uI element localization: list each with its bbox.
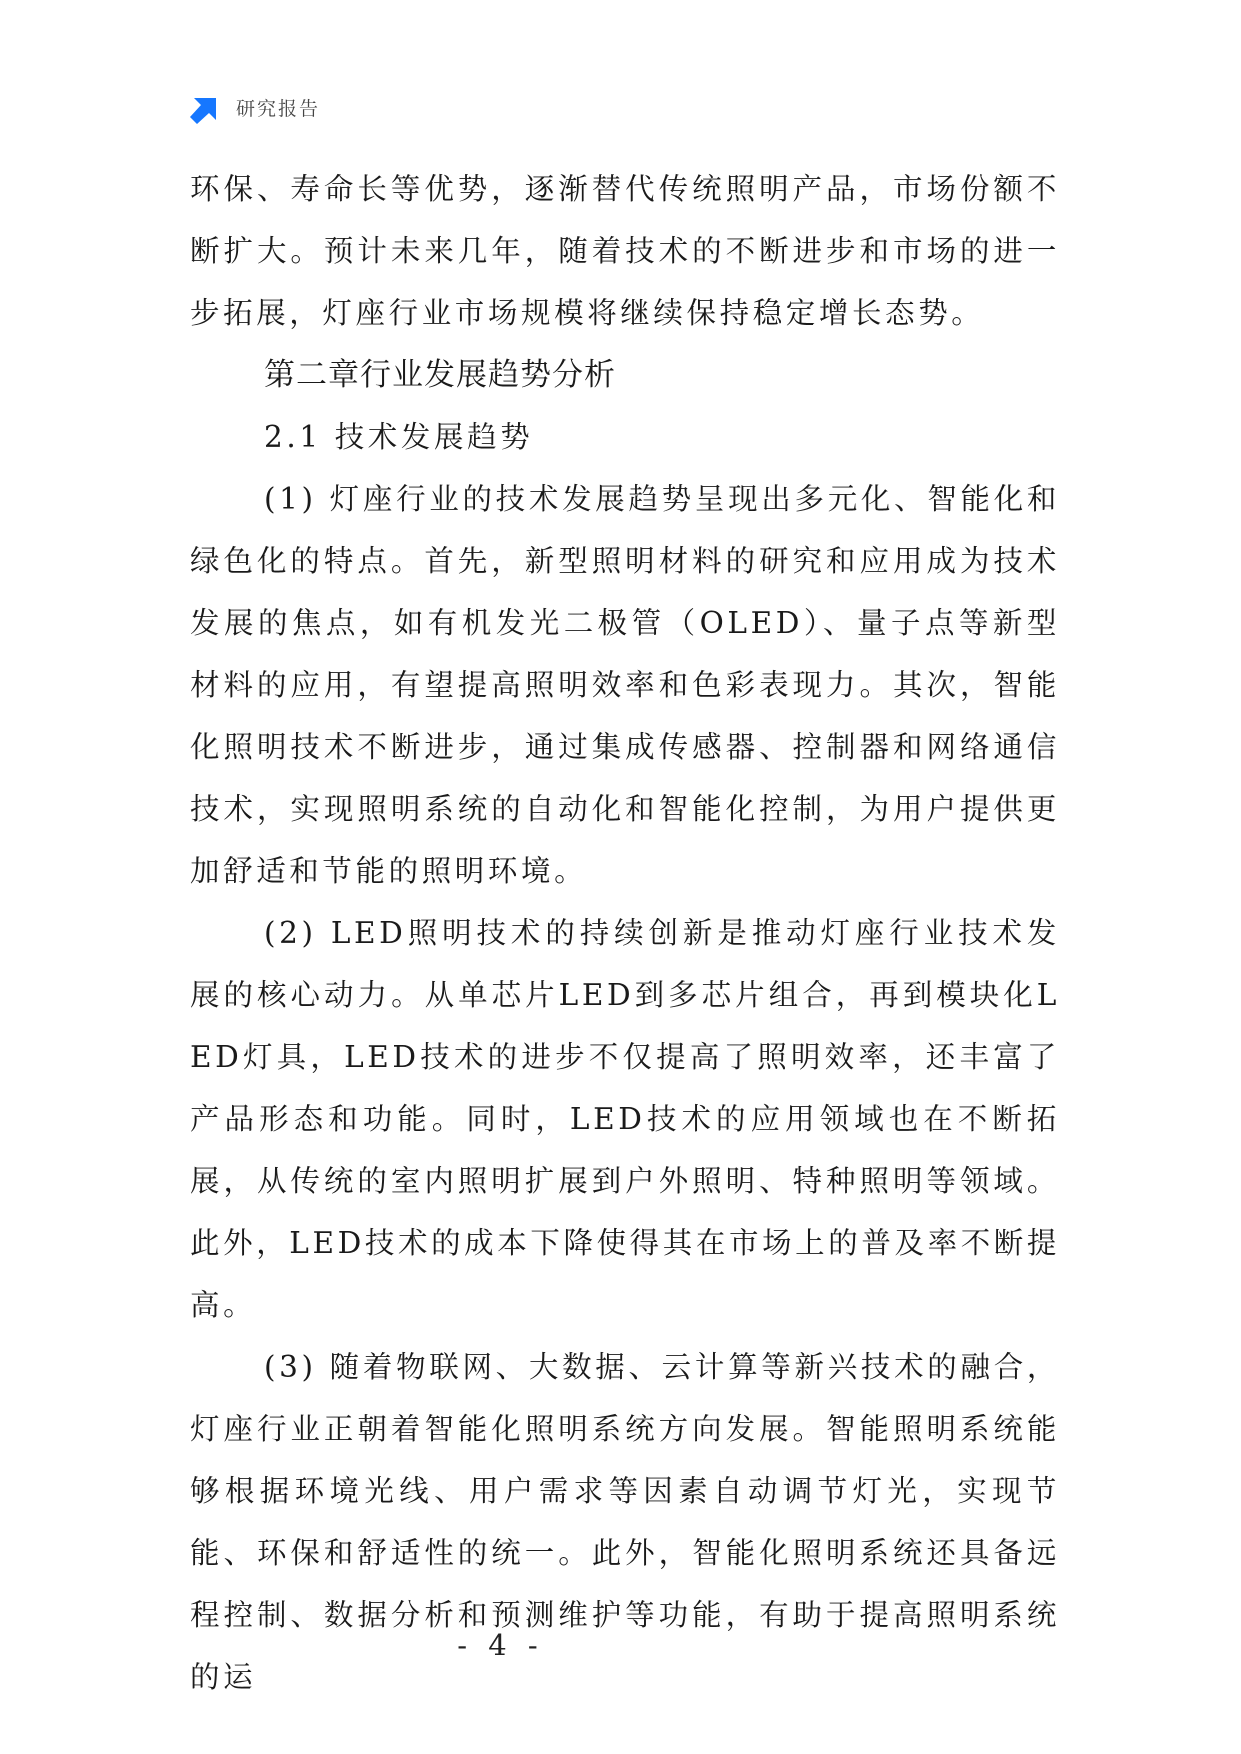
- paragraph-1: (1) 灯座行业的技术发展趋势呈现出多元化、智能化和绿色化的特点。首先，新型照明材料的研究和应用成为技术发展的焦点，如有机发光二极管（OLED）、量子点等新型材料的应用，有望提高照明效率和色彩表现力。其次，智能化照明技术不断进步，通过集成传感器、控制器和网络通信技术，实现照明系统的自动化和智能化控制，为用户提供更加舒适和节能的照明环境。: [190, 482, 1060, 888]
- section-title: 2.1 技术发展趋势: [264, 420, 534, 454]
- page-number: - 4 -: [457, 1628, 544, 1662]
- document-body: [190, 158, 1060, 1708]
- header-title: 研究报告: [236, 97, 321, 120]
- paragraph-2: (2) LED照明技术的持续创新是推动灯座行业技术发展的核心动力。从单芯片LED到多芯片组合，再到模块化LED灯具，LED技术的进步不仅提高了照明效率，还丰富了产品形态和功能。同时，LED技术的应用领域也在不断拓展，从传统的室内照明扩展到户外照明、特种照明等领域。此外，LED技术的成本下降使得其在市场上的普及率不断提高。: [190, 916, 1060, 1322]
- chapter-title: 第二章行业发展趋势分析: [264, 357, 616, 393]
- intro-paragraph: 环保、寿命长等优势，逐渐替代传统照明产品，市场份额不断扩大。预计未来几年，随着技术的不断进步和市场的进一步拓展，灯座行业市场规模将继续保持稳定增长态势。: [190, 172, 1060, 330]
- paragraph-3: (3) 随着物联网、大数据、云计算等新兴技术的融合，灯座行业正朝着智能化照明系统方向发展。智能照明系统能够根据环境光线、用户需求等因素自动调节灯光，实现节能、环保和舒适性的统一。此外，智能化照明系统还具备远程控制、数据分析和预测维护等功能，有助于提高照明系统的运: [190, 1350, 1060, 1694]
- report-header: [190, 90, 320, 124]
- arrow-up-right-icon: [190, 90, 224, 124]
